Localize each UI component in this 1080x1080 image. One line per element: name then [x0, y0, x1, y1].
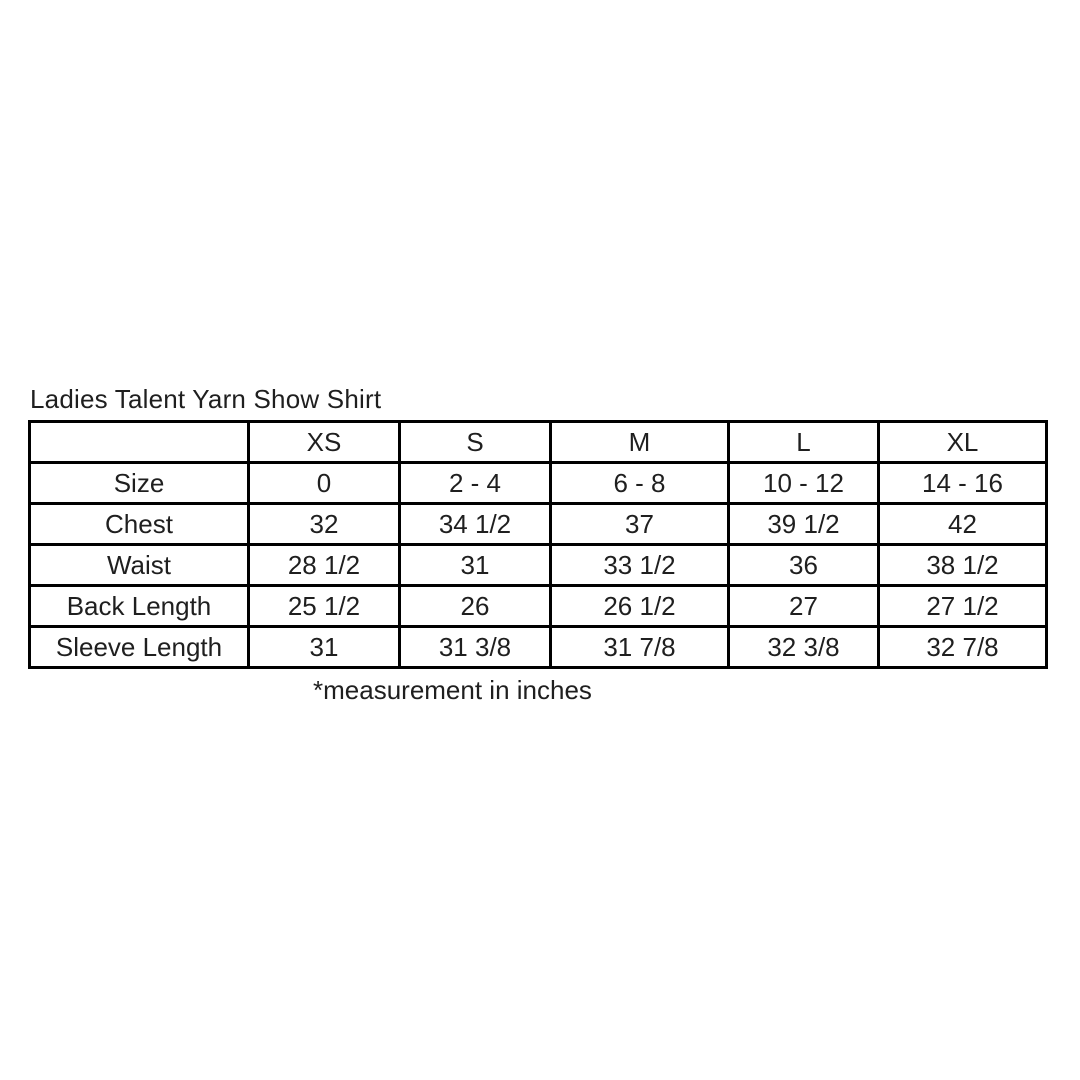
header-cell-xs: XS	[249, 422, 400, 463]
table-row-size	[30, 463, 1047, 504]
cell-sleeve-length-m: 31 7/8	[551, 627, 729, 668]
row-label-sleeve-length: Sleeve Length	[30, 627, 249, 668]
cell-waist-l: 36	[729, 545, 879, 586]
cell-back-length-m: 26 1/2	[551, 586, 729, 627]
cell-size-l: 10 - 12	[729, 463, 879, 504]
cell-chest-l: 39 1/2	[729, 504, 879, 545]
cell-back-length-xs: 25 1/2	[249, 586, 400, 627]
header-cell-blank	[30, 422, 249, 463]
cell-waist-xl: 38 1/2	[879, 545, 1047, 586]
size-table	[28, 420, 1048, 669]
table-row-back-length	[30, 586, 1047, 627]
cell-sleeve-length-l: 32 3/8	[729, 627, 879, 668]
cell-size-xs: 0	[249, 463, 400, 504]
cell-sleeve-length-s: 31 3/8	[400, 627, 551, 668]
cell-size-m: 6 - 8	[551, 463, 729, 504]
cell-size-xl: 14 - 16	[879, 463, 1047, 504]
cell-sleeve-length-xl: 32 7/8	[879, 627, 1047, 668]
cell-back-length-l: 27	[729, 586, 879, 627]
table-row-sleeve-length	[30, 627, 1047, 668]
header-row	[30, 422, 1047, 463]
row-label-size: Size	[30, 463, 249, 504]
row-label-back-length: Back Length	[30, 586, 249, 627]
cell-chest-s: 34 1/2	[400, 504, 551, 545]
cell-chest-xs: 32	[249, 504, 400, 545]
cell-size-s: 2 - 4	[400, 463, 551, 504]
cell-waist-m: 33 1/2	[551, 545, 729, 586]
cell-sleeve-length-xs: 31	[249, 627, 400, 668]
page-title: Ladies Talent Yarn Show Shirt	[30, 384, 382, 414]
table-row-waist	[30, 545, 1047, 586]
cell-chest-xl: 42	[879, 504, 1047, 545]
header-cell-s: S	[400, 422, 551, 463]
cell-back-length-s: 26	[400, 586, 551, 627]
cell-chest-m: 37	[551, 504, 729, 545]
header-cell-m: M	[551, 422, 729, 463]
cell-back-length-xl: 27 1/2	[879, 586, 1047, 627]
header-cell-l: L	[729, 422, 879, 463]
row-label-waist: Waist	[30, 545, 249, 586]
header-cell-xl: XL	[879, 422, 1047, 463]
table-row-chest	[30, 504, 1047, 545]
cell-waist-xs: 28 1/2	[249, 545, 400, 586]
cell-waist-s: 31	[400, 545, 551, 586]
row-label-chest: Chest	[30, 504, 249, 545]
measurement-footnote: *measurement in inches	[313, 675, 592, 705]
